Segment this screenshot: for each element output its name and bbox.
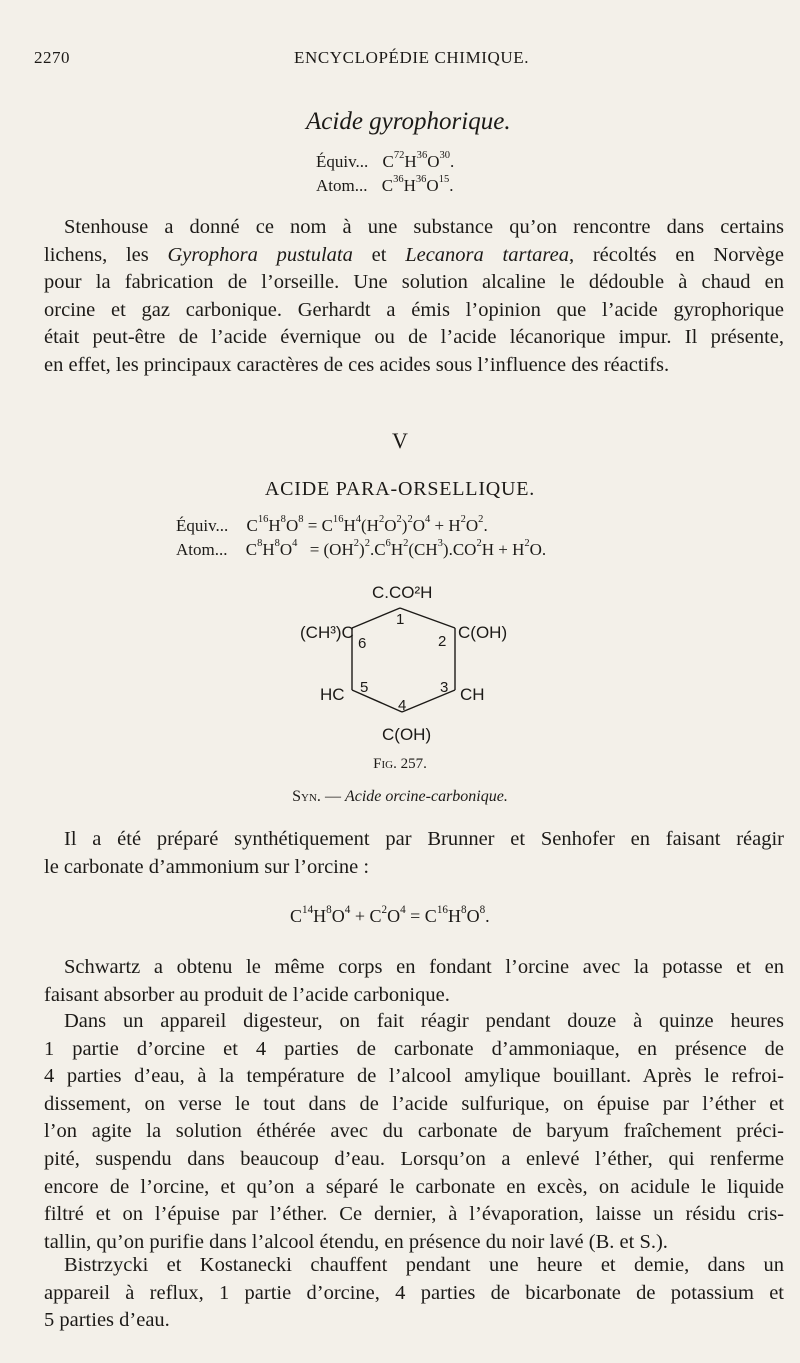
ring-number: 3	[440, 679, 449, 696]
paragraph-bistrzycki	[44, 1252, 784, 1335]
running-title: ENCYCLOPÉDIE CHIMIQUE.	[294, 48, 530, 67]
text-line: l’on agite la solution éthérée avec du carbonate de baryum fraîchement préci-	[44, 1120, 784, 1143]
text-line: Stenhouse a donné ce nom à une substance qu’on rencontre dans certains	[64, 216, 784, 238]
formula-value: $C^{36}H^{36}O^{15}$.	[381, 174, 454, 195]
group-right-top: C(OH)	[458, 623, 508, 642]
ring-number: 4	[398, 697, 407, 714]
paragraph-synthesis	[44, 826, 784, 881]
paragraph-schwartz	[44, 954, 784, 1009]
text-line: 5 parties d’eau.	[44, 1309, 170, 1332]
figure-caption: Fig. 257.	[373, 756, 427, 772]
formula-value: $C^{16}H^8O^8 = C^{16}H^4(H^2O^2)^2O^4 + H^2O^2$.	[246, 514, 488, 535]
text-line: 1 partie d’orcine et 4 parties de carbonate d’ammoniaque, en présence de	[44, 1037, 784, 1060]
page-number: 2270	[34, 48, 70, 67]
section-title-gyrophorique: Acide gyrophorique.	[306, 108, 511, 135]
text-line: tallin, qu’on purifie dans l’alcool étendu, en présence du noir lavé (B. et S.).	[44, 1230, 668, 1253]
group-right-bottom: CH	[460, 685, 485, 704]
section-roman-numeral: V	[392, 428, 408, 453]
text-line: 4 parties d’eau, à la température de l’alcool amylique bouillant. Après le refroi-	[44, 1065, 784, 1088]
synonym-value: Acide orcine-carbonique.	[344, 788, 508, 805]
text-line: pité, suspendu dans beaucoup d’eau. Lorsqu’on a enlevé l’éther, qui renferme	[44, 1147, 784, 1170]
formula-equiv-1	[316, 152, 454, 172]
text-line: en effet, les principaux caractères de ces acides sous l’influence des réactifs.	[44, 353, 670, 376]
paragraph-digesteur	[44, 1008, 784, 1256]
synonym-label: Syn.	[292, 788, 321, 805]
ring-number: 6	[358, 635, 367, 652]
formula-value: $C^8H^8O^4 = (OH^2)^2.C^6H^2(CH^3).CO^2H + H^2O$.	[245, 538, 547, 559]
text-line: pour la fabrication de l’orseille. Une solution alcaline le dédouble à chaud en	[44, 271, 784, 294]
text-line: filtré et on l’épuise par l’éther. Ce dernier, à l’évaporation, laisse un résidu cris-	[44, 1203, 784, 1226]
formula-atom-2	[176, 540, 546, 560]
text-line: lichens, les Gyrophora pustulata et Lecanora tartarea, récoltés en Norvège	[44, 243, 784, 266]
group-top: C.CO²H	[372, 583, 433, 602]
text-line: Bistrzycki et Kostanecki chauffent pendant une heure et demie, dans un	[64, 1254, 784, 1276]
structural-formula-figure	[280, 572, 540, 752]
formula-atom-1	[316, 176, 453, 196]
group-left-bottom: HC	[320, 685, 345, 704]
ring-number: 2	[438, 633, 447, 650]
text-line: orcine et gaz carbonique. Gerhardt a émis l’opinion que l’acide gyrophorique	[44, 298, 784, 321]
text-line: Schwartz a obtenu le même corps en fondant l’orcine avec la potasse et en	[64, 956, 784, 978]
text-line: encore de l’orcine, et qu’on a séparé le carbonate en excès, on acidule le liquide	[44, 1175, 784, 1198]
group-left-top: (CH³)C	[300, 623, 354, 642]
text-line: dissement, on verse le tout dans de l’acide sulfurique, on épuise par l’éther et	[44, 1092, 784, 1115]
text-line: appareil à reflux, 1 partie d’orcine, 4 parties de bicarbonate de potassium et	[44, 1281, 784, 1304]
synonym-line	[0, 788, 800, 806]
ring-number: 1	[396, 611, 405, 628]
text-line: le carbonate d’ammonium sur l’orcine :	[44, 855, 370, 878]
formula-value: $C^{72}H^{36}O^{30}$.	[382, 150, 455, 171]
formula-label: Équiv...	[316, 152, 369, 171]
section-title-para-orsellique: ACIDE PARA-ORSELLIQUE.	[264, 478, 536, 500]
synonym-dash: —	[320, 788, 345, 805]
formula-label: Atom...	[176, 540, 228, 559]
text-line: Dans un appareil digesteur, on fait réagir pendant douze à quinze heures	[64, 1010, 784, 1032]
text-line: Il a été préparé synthétiquement par Brunner et Senhofer en faisant réagir	[64, 828, 784, 850]
paragraph-gyrophorique	[44, 214, 784, 380]
formula-label: Équiv...	[176, 516, 229, 535]
formula-equiv-2	[176, 516, 488, 536]
text-line: était peut-être de l’acide évernique ou de l’acide lécanorique impur. Il présente,	[44, 326, 784, 349]
text-line: faisant absorber au produit de l’acide carbonique.	[44, 983, 450, 1006]
formula-label: Atom...	[316, 176, 368, 195]
group-bottom: C(OH)	[382, 725, 432, 744]
ring-number: 5	[360, 679, 369, 696]
reaction-equation: $C^{14}H^8O^4 + C^2O^4 = C^{16}H^8O^8$.	[290, 904, 490, 926]
